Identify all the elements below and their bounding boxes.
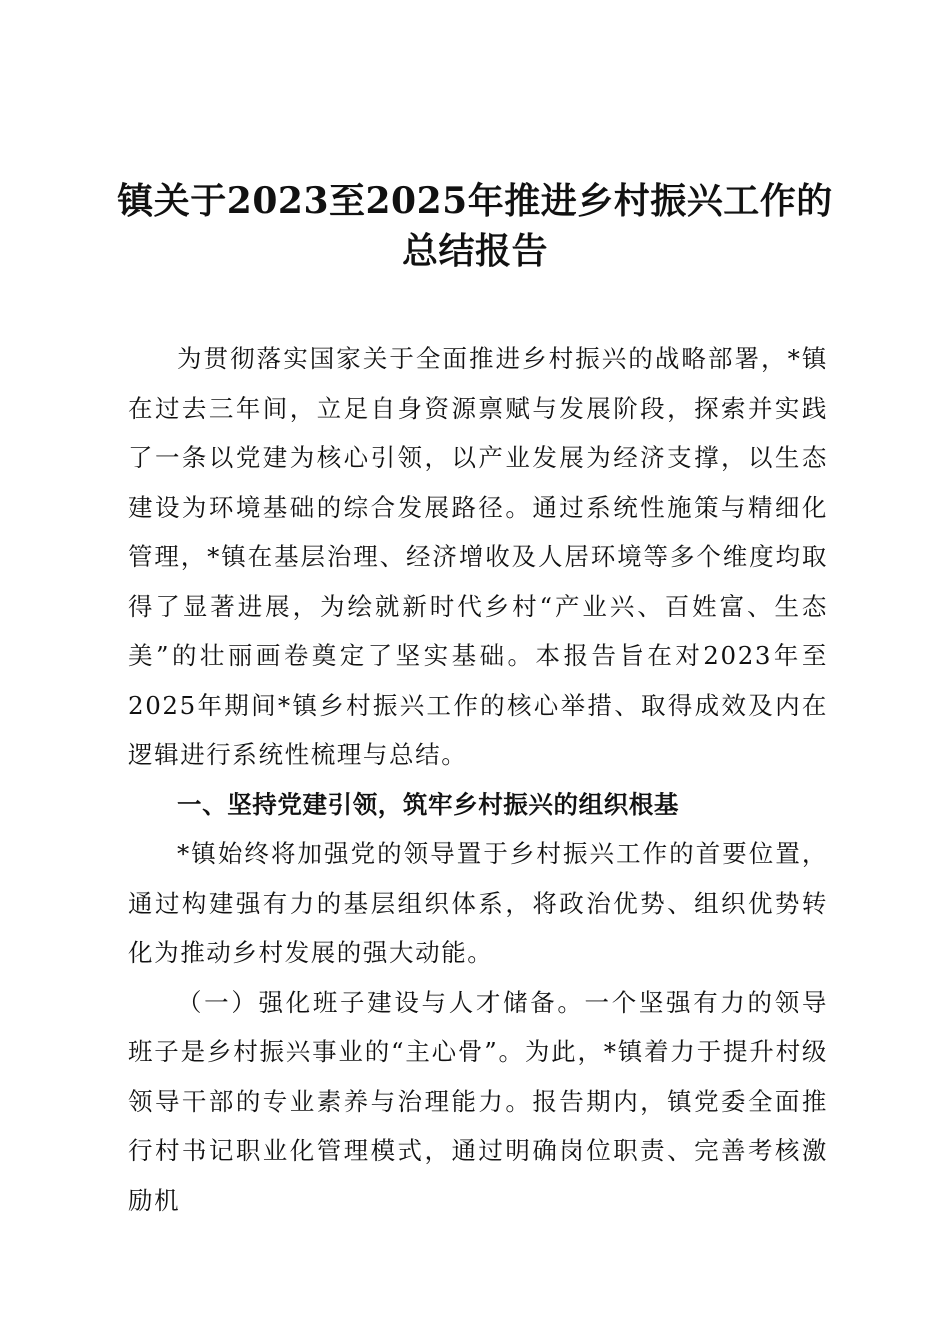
intro-paragraph: 为贯彻落实国家关于全面推进乡村振兴的战略部署，*镇在过去三年间，立足自身资源禀赋与发展阶段，探索并实践了一条以党建为核心引领，以产业发展为经济支撑，以生态建设为环境基础的综合发展路径。通过系统性施策与精细化管理，*镇在基层治理、经济增收及人居环境等多个维度均取得了显著进展，为绘就新时代乡村“产业兴、百姓富、生态美”的壮丽画卷奠定了坚实基础。本报告旨在对2023年至2025年期间*镇乡村振兴工作的核心举措、取得成效及内在逻辑进行系统性梳理与总结。 [128,344,828,769]
section-heading-1: 一、坚持党建引领，筑牢乡村振兴的组织根基 [177,789,679,819]
subsection-1-paragraph: （一）强化班子建设与人才储备。一个坚强有力的领导班子是乡村振兴事业的“主心骨”。为此，*镇着力于提升村级领导干部的专业素养与治理能力。报告期内，镇党委全面推行村书记职业化管理模式，通过明确岗位职责、完善考核激励机 [128,987,828,1215]
section-1-paragraph: *镇始终将加强党的领导置于乡村振兴工作的首要位置，通过构建强有力的基层组织体系，将政治优势、组织优势转化为推动乡村发展的强大动能。 [128,839,828,967]
document-body [128,334,828,1225]
document-title: 镇关于2023至2025年推进乡村振兴工作的总结报告 [117,180,833,272]
